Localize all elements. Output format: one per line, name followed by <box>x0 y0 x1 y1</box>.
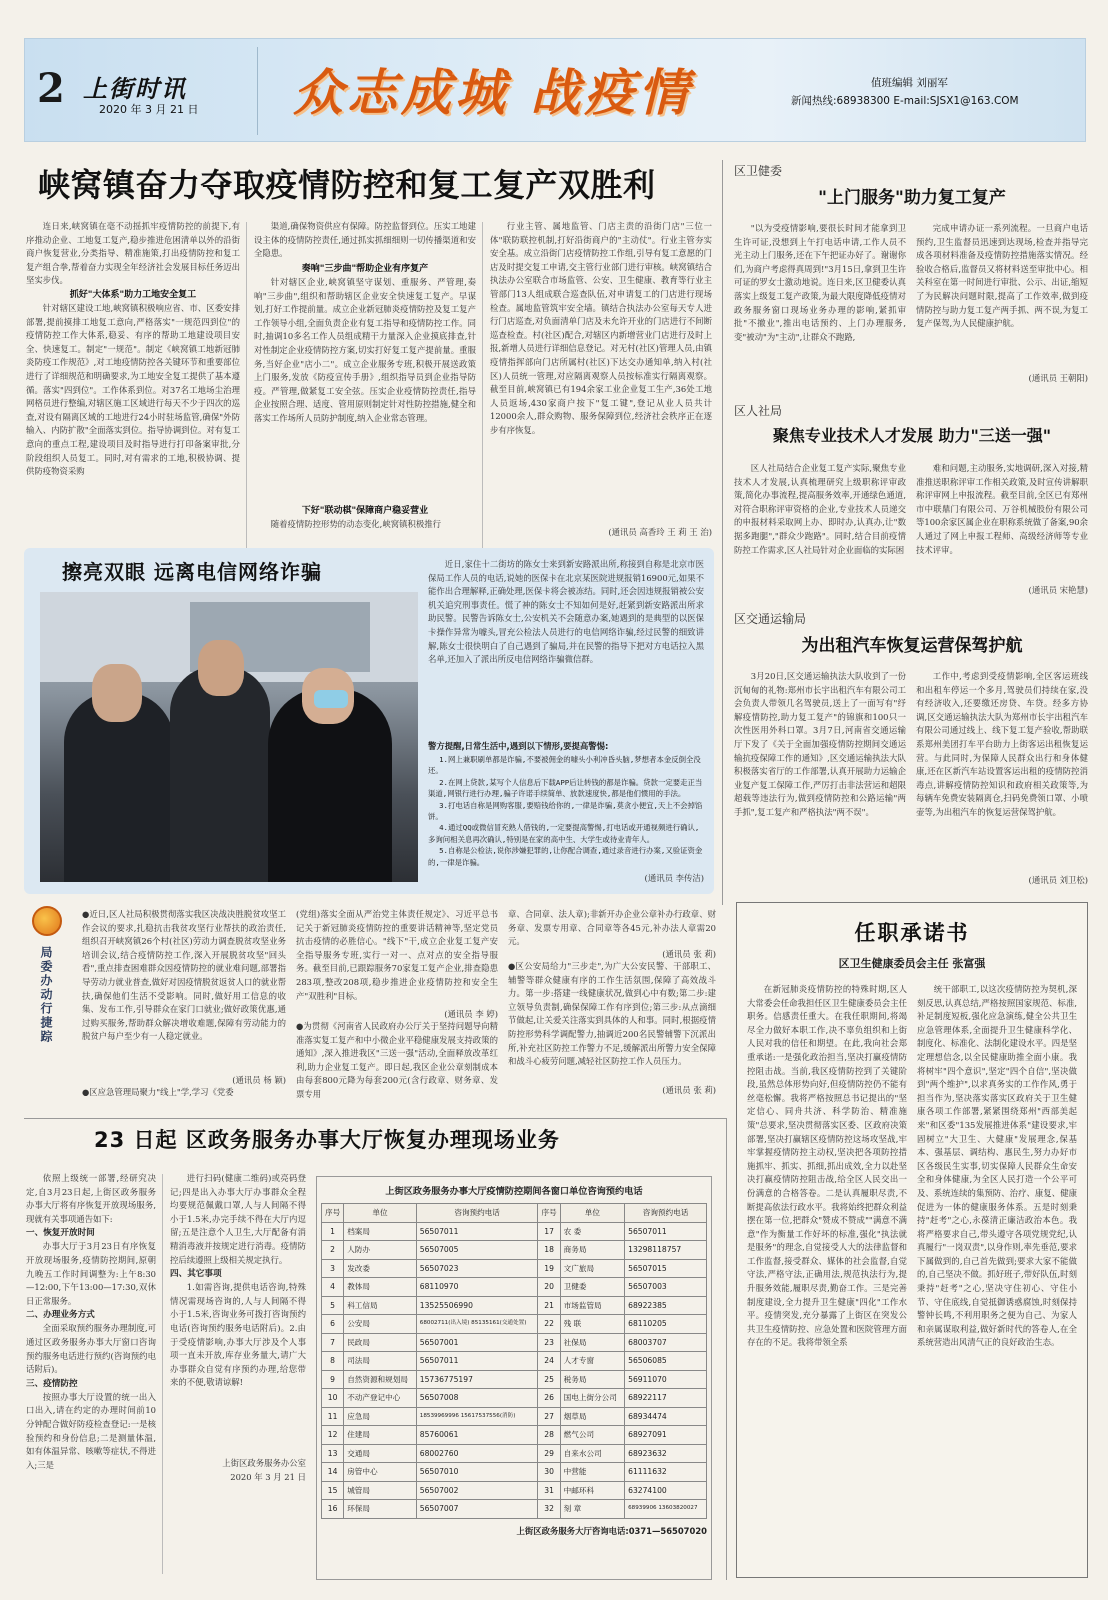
table-cell: 11 <box>322 1407 344 1426</box>
table-cell: 科工信局 <box>344 1296 417 1315</box>
bureau-section-label <box>30 906 74 1086</box>
contact-table-box <box>316 1176 712 1580</box>
health-story <box>734 162 1090 387</box>
table-cell: 30 <box>538 1463 560 1482</box>
table-cell: 19 <box>538 1259 560 1278</box>
affairs-column-1 <box>26 1172 156 1582</box>
table-cell: 8 <box>322 1352 344 1371</box>
lead-headline: 峡窝镇奋力夺取疫情防控和复工复产双胜利 <box>38 166 656 204</box>
story-text: 区人社局结合企业复工复产实际,聚焦专业技术人才发展,认真梳理研究上级职称评审政策,简化办事流程,提高服务效率,开通绿色通道,对符合职称评审资格的企业,专业技术人员递交的申报材料采取网上办、即时办,认真办,让"数据多跑腿","群众少跑路"。同时,结合目前疫情防控工作需求,区人社局针对企业面临的实际困 <box>734 463 906 555</box>
table-cell: 21 <box>538 1296 560 1315</box>
lead-text: 渠道,确保物资供应有保障。防控监督到位。压实工地建设主体的疫情防控责任,通过抓实抓细细则一切传播渠道和安全隐患。 <box>254 221 476 259</box>
table-cell: 56911070 <box>625 1370 707 1389</box>
table-cell: 68939906 13603820027 <box>625 1500 707 1519</box>
table-cell: 68934474 <box>625 1407 707 1426</box>
section-rule <box>726 1118 727 1580</box>
story-byline: (通讯员 刘卫松) <box>1028 875 1088 885</box>
table-cell: 18 <box>538 1241 560 1260</box>
table-cell: 24 <box>538 1352 560 1371</box>
table-row <box>322 1333 707 1352</box>
table-row <box>322 1481 707 1500</box>
lead-subhead: 下好"联动棋"保障商户稳妥营业 <box>301 506 429 516</box>
table-cell: 13525506990 <box>416 1296 538 1315</box>
fraud-tip: 5.自称是公检法,说你涉嫌犯罪的,让你配合调查,通过录音进行办案,又验证资金的,一律是诈骗。 <box>428 846 703 867</box>
lead-column-3 <box>490 220 712 555</box>
story-text: 3月20日,区交通运输执法大队收到了一份沉甸甸的礼物:郑州市长宇出租汽车有限公司工会负责人带领几名驾驶员,送上了一面写有"纾解疫情防控,助力复工复产"的锦旗和100只一次性医用外科口罩。3月7日,河南省交通运输厅下发了《关于全面加强疫情防控期间交通运输抗疫保障工作的通知》,区交通运输执法大队积极落实省厅的工作部署,认真开展助力运输企业复产复工保障工作,严厉打击非法营运和超限超载等违法行为,做到疫情防控和公路运输"两手抓",复工复产和严格执法"两不误"。 <box>734 671 906 817</box>
paper-name: 上街时讯 <box>83 74 187 103</box>
hr-story <box>734 402 1090 600</box>
fraud-tip: 1.网上兼职刷单都是诈骗,不要被佣金的噱头小利冲昏头脑,梦想者本金反倒全没还。 <box>428 755 701 776</box>
pledge-box <box>736 902 1088 1578</box>
table-cell: 7 <box>322 1333 344 1352</box>
fraud-byline: (通讯员 李传洁) <box>644 873 704 883</box>
table-cell: 17 <box>538 1222 560 1241</box>
lead-byline: (通讯员 高香玲 王 莉 王 治) <box>608 527 712 537</box>
affairs-column-2 <box>170 1172 306 1582</box>
table-row <box>322 1370 707 1389</box>
masthead <box>24 38 1086 142</box>
notice-text: 办事大厅于3月23日有序恢复开放现场服务,疫情防控期间,原朝九晚五工作时间调整为:上午8:30—12:00,下午13:00—17:30,双休日正常服务。 <box>26 1241 156 1306</box>
notice-text: 依照上级统一部署,经研究决定,自3月23日起,上街区政务服务办事大厅将有序恢复开放现场服务,现就有关事项通告如下: <box>26 1173 156 1224</box>
table-cell: 卫健委 <box>560 1278 624 1297</box>
table-cell: 应急局 <box>344 1407 417 1426</box>
dept-label: 区卫健委 <box>734 164 783 178</box>
table-cell: 城管局 <box>344 1481 417 1500</box>
story-byline: (通讯员 宋艳慧) <box>1028 585 1088 595</box>
table-cell: 3 <box>322 1259 344 1278</box>
fraud-tip: 2.在网上贷款,某写个人信息后下载APP后让转钱的都是诈骗。贷款一定要走正当渠道,网银行进行办理,骗子许诺手续简单、放款速度快,都是他们惯用的手法。 <box>428 777 703 799</box>
table-cell: 交通局 <box>344 1444 417 1463</box>
story-text: 工作中,考虑到受疫情影响,全区客运班线和出租车停运一个多月,驾驶员们持续在家,没有经济收入,还要缴还房贷、车贷。经多方协调,区交通运输执法大队为郑州市长宇出租汽车有限公司通过线上、线下复工复产验收,帮助联系郑州美团打车平台助力上街客运出租恢复运营。与此同时,为保障人民群众出行和身体健康,还在区新汽车站设置客运出租的疫情防控消毒点,讲解疫情防控知识和政府相关政策等,为每辆车免费安装隔离仓,扫码免费领口罩、小喷壶等,为出租汽车的恢复运营保驾护航。 <box>916 671 1088 817</box>
notice-text: 按照办事大厅设置的统一出入口出入,请在约定的办理时间前10分钟配合做好防疫检查登记:一是核验预约和身份信息;二是测量体温,如有体温异常、咳嗽等症状,不得进入;三是 <box>26 1391 156 1470</box>
table-cell: 15 <box>322 1481 344 1500</box>
table-cell: 13298118757 <box>625 1241 707 1260</box>
lead-column-1 <box>26 220 240 555</box>
table-cell: 中营能 <box>560 1463 624 1482</box>
story-text: 完成申请办证一系列流程。一旦商户电话预约,卫生监督员迅速到达现场,检查并指导完成各项材料准备及疫情防控措施落实情况。经验收合格后,监督员又将材料送至审批中心。相关科室在第一时间进行审批、公示、出证,缩短了为民解决问题时限,提高了工作效率,做到疫情防控与助力复工复产两手抓、两不误,为复工复产保驾,为人民健康护航。 <box>916 223 1088 329</box>
bureau-column-1 <box>82 908 286 1108</box>
table-row <box>322 1389 707 1408</box>
lead-text: 行业主管、属地监管、门店主责的沿街门店"三位一体"联防联控机制,打好沿街商户的"主动仗"。行业主管夯实安全基。成立沿街门店疫情防控工作组,引导有复工意愿的门店及时提交复工申请,交主管行业部门进行审核。峡窝镇结合执法办公室联合市场监管、公安、卫生健康、教育等行业主管部门13人组成联合巡查队伍,对申请复工的门店进行现场检查。属地监管筑牢安全墙。镇结合执法办公室每天专人进行门店巡查,对负面清单门店及未允许开业的门店进行不间断巡查检查。村(社区)配合,对辖区内新增营业门店进行及时上报,新增人员进行详细信息登记。对无村(社区)管理人员,由镇疫情指挥部向门店所属村(社区)下达交办通知单,纳入村(社区)人员统一管理,对应隔离观察人员按标准实行隔离观察。截至目前,峡窝镇已有194余家工业企业复工生产,36处工地人员返场,430家商户按下"复工键",登记从业人员共计12000余人,群众购物、服务保障到位,经济社会秩序正在逐步有序恢复。 <box>490 221 712 435</box>
fraud-tips-list <box>428 754 704 872</box>
brief-byline: (通讯员 杨 颖) <box>232 1075 286 1085</box>
fraud-tip: 3.打电话自称是网购客服,要赔钱给你的,一律是诈骗,莫贪小便宜,天上不会掉馅饼。 <box>428 800 703 822</box>
table-cell: 56507011 <box>416 1352 538 1371</box>
table-cell: 1 <box>322 1222 344 1241</box>
table-cell: 自然资源和规划局 <box>344 1370 417 1389</box>
notice-text: 1.如需咨询,提供电话咨询,特殊情况需现场咨询的,人与人间隔不得小于1.5米,咨询业务可拨打咨询预约电话(咨询预约服务电话附后)。2.由于受疫情影响,办事大厅涉及个人事项一直未开放,库存业务量大,请广大办事群众自觉有序预约办理,给您带来的不便,敬请谅解! <box>170 1282 306 1388</box>
flame-icon <box>32 906 62 936</box>
table-cell: 13 <box>322 1444 344 1463</box>
table-cell: 68110970 <box>416 1278 538 1297</box>
table-cell: 68002760 <box>416 1444 538 1463</box>
table-row <box>322 1407 707 1426</box>
table-cell: 56507008 <box>416 1389 538 1408</box>
story-title: "上门服务"助力复工复产 <box>818 188 1006 208</box>
table-cell: 商务局 <box>560 1241 624 1260</box>
story-title: 为出租汽车恢复运营保驾护航 <box>801 636 1023 656</box>
lead-text: 随着疫情防控形势的动态变化,峡窝镇积极推行 <box>270 519 441 529</box>
fraud-photo <box>40 592 418 882</box>
contact-table <box>321 1203 707 1519</box>
table-cell: 68110205 <box>625 1315 707 1334</box>
column-rule <box>162 1174 163 1574</box>
table-cell: 56507010 <box>416 1463 538 1482</box>
banner-title: 众志成城 战疫情 <box>293 63 693 122</box>
table-cell: 22 <box>538 1315 560 1334</box>
fraud-story-text: 近日,家住十二街坊的陈女士来到新安路派出所,称接到自称是北京市医保局工作人员的电话,说她的医保卡在北京某医院进规报销16900元,如果不能作出合理解释,正确处理,医保卡将会被冻结。同时,还会因违规报销被公安机关追究刑事责任。慌了神的陈女士不知如何是好,赶紧到新安路派出所求助民警。民警告诉陈女士,公安机关不会随意办案,她遇到的是典型的以医保卡操作异常为噱头,冒充公检法人员进行的电信网络诈骗,经过民警的细致讲解,陈女士很快明白了自己遇到了骗局,并在民警的指导下把对方电话拉入黑名单,还加入了派出所反电信网络诈骗微信群。 <box>428 559 704 665</box>
story-byline: (通讯员 王朝阳) <box>1028 373 1088 383</box>
notice-heading: 一、恢复开放时间 <box>26 1228 95 1239</box>
table-header-row <box>322 1204 707 1223</box>
table-cell: 56507002 <box>416 1481 538 1500</box>
table-row <box>322 1352 707 1371</box>
table-cell: 烟草局 <box>560 1407 624 1426</box>
table-cell: 68002711(出入境) 85135161(交通处置) <box>416 1315 538 1334</box>
pledge-title: 任职承诺书 <box>854 921 970 945</box>
bureau-label: 局委办动行捷踪 <box>39 946 53 1044</box>
table-cell: 5 <box>322 1296 344 1315</box>
pledge-author: 区卫生健康委员会主任 张富强 <box>838 957 986 970</box>
table-cell: 燃气公司 <box>560 1426 624 1445</box>
table-cell: 68922385 <box>625 1296 707 1315</box>
table-cell: 56507015 <box>625 1259 707 1278</box>
table-row <box>322 1426 707 1445</box>
table-row <box>322 1259 707 1278</box>
column-header: 单位 <box>344 1204 417 1223</box>
page-number: 2 <box>37 65 65 112</box>
news-hotline: 新闻热线:68938300 E-mail:SJSX1@163.COM <box>791 95 1019 107</box>
table-cell: 27 <box>538 1407 560 1426</box>
table-cell: 市场监管局 <box>560 1296 624 1315</box>
table-cell: 刻 章 <box>560 1500 624 1519</box>
table-footer: 上街区政务服务大厅咨询电话:0371—56507020 <box>516 1525 707 1536</box>
table-cell: 56507005 <box>416 1241 538 1260</box>
table-cell: 56507001 <box>416 1333 538 1352</box>
table-cell: 2 <box>322 1241 344 1260</box>
notice-date: 2020 年 3 月 21 日 <box>230 1471 306 1482</box>
table-cell: 文广旅局 <box>560 1259 624 1278</box>
table-cell: 68923632 <box>625 1444 707 1463</box>
dept-label: 区交通运输局 <box>734 612 807 626</box>
brief-text: (党组)落实全面从严治党主体责任规定》、习近平总书记关于新冠肺炎疫情防控的重要讲话精神等,坚定党员抗击疫情的必胜信心。"线下"干,成立企业复工复产安全指导服务专班,实行一对一、点对点的安全指导服务。截至目前,已跟踪服务70家复工复产企业,排查隐患283项,整改208项,稳步推进企业疫情防控和安全生产"双胜利"目标。 <box>296 909 498 1001</box>
fraud-tips-heading: 警方提醒,日常生活中,遇到以下情形,要提高警惕: <box>428 741 609 751</box>
table-title: 上街区政务服务办事大厅疫情防控期间各窗口单位咨询预约电话 <box>385 1186 643 1197</box>
table-cell: 16 <box>322 1500 344 1519</box>
fraud-tip: 4.通过QQ或微信冒充熟人借钱的,一定要提高警惕,打电话或开通视频进行确认,多询问相关息再次确认,特别是在家的高中生、大学生或待业青年人。 <box>428 823 700 844</box>
pledge-text: 在新冠肺炎疫情防控的特殊时期,区人大常委会任命我担任区卫生健康委员会主任职务。信感责任重大。在我任职期间,将竭尽全力做好本职工作,决不辜负组织和上街人民对我的信任和期望。在此,我向社会郑重承诺:一是强化政治担当,坚决打赢疫情防控阻击战。当前,我区疫情防控到了关键阶段,虽然总体形势向好,但疫情防控仍不能有丝毫松懈。我将严格按照总书记提出的"坚定信心、同舟共济、科学防治、精准施策"总要求,坚决贯彻落实区委、区政府决策部署,坚决打赢辖区疫情防控这场攻坚战,牢牢掌握疫情防控主动权,坚决把各项防控措施抓牢、抓实、抓细,抓出成效,全力以赴坚决打赢疫情防控阻击战,给全区人民交出一份满意的合格答卷。二是认真履职尽责,不断提高依法行政水平。我将始终把群众利益摆在第一位,把群众"赞成不赞成""满意不满意"作为衡量工作好坏的标准,强化"执法就是服务"的理念,自觉接受人大的法律监督和工作监督,接受群众、媒体的社会监督,自觉守法,严格守法,正确用法,规范执法行为,提升服务效能,履职尽责,勤奋工作。三是完善制度建设,全力提升卫生健康"四化"工作水平。疫情突发,充分暴露了上街区在突发公共卫生疫情防控、应急处置和医院管理方面存在的不足。我将带领全系 <box>747 984 907 1348</box>
brief-byline: (通讯员 李 婷) <box>444 1009 498 1019</box>
lead-text: 连日来,峡窝镇在毫不动摇抓牢疫情防控的前提下,有序推动企业、工地复工复产,稳步推进危困清单以外的沿街商户恢复营业,分类指导、精准施策,打出疫情防控和复工复产组合拳,帮着奋力实现全年经济社会发展目标任务迈出坚实步伐。 <box>26 221 240 286</box>
table-cell: 发改委 <box>344 1259 417 1278</box>
table-cell: 15736775197 <box>416 1370 538 1389</box>
affairs-headline: 23 日起 区政务服务办事大厅恢复办理现场业务 <box>94 1128 560 1152</box>
table-cell: 20 <box>538 1278 560 1297</box>
lead-text: 针对辖区建设工地,峡窝镇积极响应省、市、区委安排部署,提前摸排工地复工意向,严格落实"一规范四到位"的疫情防控工作大体系,稳妥、有序的帮助工地建设项目安全、快速复工。制定"一规范"。制定《峡窝镇工地新冠肺炎防疫工作规范》,对工地疫情防控各关键环节和重要部位进行了详细规范和明确要求,为工地安全复工提供了基本遵循。落实"四到位"。工作体系到位。对37名工地场尘治理网格员进行整编,对辖区施工区域进行每天不少于四次的巡查,对设有隔离区域的工地进行24小时驻场监管,确保"外防输入、内防扩散"全面落实到位。指导协调到位。对有复工意向的重点工程,建设项目及时指导进行打印备案审批,分阶段组织人员复工。同时,对有需求的工地,积极协调、提供防疫物资采购 <box>26 302 240 477</box>
table-cell: 68927091 <box>625 1426 707 1445</box>
table-cell: 68922117 <box>625 1389 707 1408</box>
anti-fraud-box <box>24 548 714 894</box>
table-cell: 31 <box>538 1481 560 1500</box>
table-cell: 中邮环科 <box>560 1481 624 1500</box>
column-header: 序号 <box>322 1204 344 1223</box>
table-cell: 司法局 <box>344 1352 417 1371</box>
table-cell: 56506085 <box>625 1352 707 1371</box>
bureau-column-3 <box>508 908 716 1108</box>
table-cell: 教体局 <box>344 1278 417 1297</box>
table-cell: 民政局 <box>344 1333 417 1352</box>
table-row <box>322 1296 707 1315</box>
brief-text: ●为贯彻《河南省人民政府办公厅关于坚持问题导向精准落实复工复产和中小微企业平稳健康发展支持政策的通知》,深入推进我区"三送一强"活动,全面释放改革红利,助力企业复工复产。即日起,我区企业公章刻制成本由每套800元降为每套200元(含行政章、财务章、发票专用 <box>296 1021 498 1099</box>
notice-text: 进行扫码(健康二维码)或亮码登记;四是出入办事大厅办事群众全程均要规范佩戴口罩,人与人间隔不得小于1.5米,办完手续不得在大厅内逗留;五是注意个人卫生,大厅配备有消精消毒液并按规定进行消毒。疫情防控后续遵照上级相关规定执行。 <box>170 1173 306 1265</box>
table-cell: 56507003 <box>625 1278 707 1297</box>
column-header: 序号 <box>538 1204 560 1223</box>
brief-byline: (通讯员 张 莉) <box>662 1085 716 1095</box>
table-cell: 56507007 <box>416 1500 538 1519</box>
table-cell: 自来水公司 <box>560 1444 624 1463</box>
table-cell: 61111632 <box>625 1463 707 1482</box>
table-cell: 23 <box>538 1333 560 1352</box>
table-cell: 56507023 <box>416 1259 538 1278</box>
table-cell: 公安局 <box>344 1315 417 1334</box>
notice-signoff: 上街区政务服务办公室 <box>222 1458 306 1469</box>
story-text: 难和问题,主动服务,实地调研,深入对接,精准推送职称评审工作相关政策,及时宣传讲解职称评审网上申报流程。截至目前,全区已有郑州市中联鼎门有限公司、万谷机械股份有限公司等100余家区属企业在职称系统做了备案,90余人通过了网上申报工程师、高级经济师等专业技术评审。 <box>916 463 1088 555</box>
story-title: 聚焦专业技术人才发展 助力"三送一强" <box>772 426 1052 445</box>
table-cell: 环保局 <box>344 1500 417 1519</box>
table-row <box>322 1463 707 1482</box>
table-cell: 税务局 <box>560 1370 624 1389</box>
table-cell: 56507011 <box>625 1222 707 1241</box>
brief-text: ●近日,区人社局积极贯彻落实我区决战决胜脱贫攻坚工作会议的要求,扎稳抗击我贫攻坚行业帮扶的政治责任,组织召开峡窝镇26个村(社区)劳动力调查脱贫攻坚业务培训会议,结合疫情防控工作,深入开展脱贫攻坚"回头看",重点排查困难群众因疫情防控的就业难问题,部署指导劳动力就业普查,做好对因疫情脱贫返贫人口的就业帮扶,确保他们生活不受影响。同时,做好用工信息的收集、发布工作,引导群众在家门口就业;做好政策优惠,通过购买服务,帮助群众解决增收难题,保障有劳动能力的脱贫户每户至少有一人稳定就业。 <box>82 909 286 1042</box>
table-cell: 档案局 <box>344 1222 417 1241</box>
pledge-text: 统干部职工,以这次疫情防控为契机,深刻反思,认真总结,严格按照国家规范、标准,补足制度短板,强化应急演练,健全公共卫生应急管理体系,全面提升卫生健康科学化、制度化、标准化、法制化建设水平。四是坚定理想信念,以全民健康助推全面小康。我将树牢"四个意识",坚定"四个自信",坚决做到"两个维护",以求真务实的工作作风,勇于担当作为,坚决落实落实区政府关于卫生健康各项工作部署,紧紧围绕郑州"西部美起来"和区委"135发展推进体系"建设要求,牢固树立"大卫生、大健康"发展理念,保基本、强基层、调结构、惠民生,努力办好市区各级民生实事,切实保障人民群众生命安全和身体健康,为全区人民打造一个公平可及、系统连续的集预防、治疗、康复、健康促进为一体的健康服务体系。五是时刻秉持"赶考"之心,永葆清正廉洁政治本色。我将严格要求自己,带头遵守各项党规党纪,认真履行"一岗双责",以身作则,率先垂范,要求下属做到的,自己首先做到;要求大家不能做的,自己坚决不做。抓好班子,带好队伍,时刻秉持"赶考"之心,坚决守住初心、守住小节、守住底线,自觉抵御诱惑腐蚀,时刻保持警钟长鸣,不利用职务之便为自己、为家人和亲属谋取利益,做好新时代的答卷人,在全系统营造出风清气正的良好政治生态。 <box>917 984 1077 1348</box>
column-header: 单位 <box>560 1204 624 1223</box>
editor-on-duty: 值班编辑 刘丽军 <box>871 77 948 89</box>
table-cell: 残 联 <box>560 1315 624 1334</box>
table-row <box>322 1500 707 1519</box>
table-cell: 国电上街分公司 <box>560 1389 624 1408</box>
table-cell: 12 <box>322 1426 344 1445</box>
lead-text: 针对辖区企业,峡窝镇坚守谋划、重服务、严管理,奏响"三步曲",组织和帮助辖区企业安全快速复工复产。早谋划,打好工作提前量。成立企业新冠肺炎疫情防控及复工复产工作领导小组,全面负责企业有复工指导和疫情防控工作。同时,抽调10多名工作人员组成精干力量深入企业摸底排查,针对性制定企业疫情防控方案,切实打好复工复产提前量。重服务,当好企业"店小二"。成立企业服务专班,积极开展送政策上门服务,发放《防疫宣传手册》,组织指导员到企业指导防疫。严管理,做紧复工安全弦。压实企业疫情防控责任,指导企业按照合理、适度、管用原则制定针对性防控措施,健全和落实工作场所人员防护制度,纳入企业常态管理。 <box>254 277 476 423</box>
table-cell: 人才专窗 <box>560 1352 624 1371</box>
notice-heading: 四、其它事项 <box>170 1269 222 1280</box>
dept-label: 区人社局 <box>734 404 783 418</box>
table-row <box>322 1444 707 1463</box>
brief-text: ●区公安局给力"三步走",为广大公安民警、干部职工、辅警等群众健康有序的工作生活氛围,保障了高效战斗力。第一步:搭建一线健康状况,做到心中有数;第二步:建立领导负责制,确保保障工作有序到位;第三步:从点滴细节做起,让关爱关注落实到具体的人和事。同时,根据疫情防控形势科学调配警力,抽调近200名民警辅警下沉派出所,补充社区防控工作警力不足,缓解派出所警力安全保障和战斗心疲劳问题,减轻社区防控工作人员压力。 <box>508 961 716 1067</box>
table-cell: 4 <box>322 1278 344 1297</box>
table-cell: 85760061 <box>416 1426 538 1445</box>
column-header: 咨询预约电话 <box>416 1204 538 1223</box>
section-rule <box>722 160 723 905</box>
table-row <box>322 1278 707 1297</box>
notice-text: 全面采取预约服务办理制度,可通过区政务服务办事大厅窗口咨询预约服务电话进行预约(咨询预约电话附后)。 <box>26 1323 156 1375</box>
transport-story <box>734 610 1090 888</box>
column-rule <box>246 222 247 552</box>
table-cell: 人防办 <box>344 1241 417 1260</box>
table-cell: 68003707 <box>625 1333 707 1352</box>
table-cell: 房管中心 <box>344 1463 417 1482</box>
table-row <box>322 1315 707 1334</box>
table-cell: 25 <box>538 1370 560 1389</box>
table-cell: 10 <box>322 1389 344 1408</box>
column-rule <box>482 222 483 552</box>
table-cell: 32 <box>538 1500 560 1519</box>
notice-heading: 三、疫情防控 <box>26 1378 78 1389</box>
table-cell: 28 <box>538 1426 560 1445</box>
lead-column-2 <box>254 220 476 555</box>
section-rule <box>24 1118 726 1119</box>
column-header: 咨询预约电话 <box>625 1204 707 1223</box>
table-cell: 56507011 <box>416 1222 538 1241</box>
masthead-divider <box>257 47 258 135</box>
table-row <box>322 1222 707 1241</box>
fraud-title: 擦亮双眼 远离电信网络诈骗 <box>62 560 322 584</box>
masthead-date: 2020 年 3 月 21 日 <box>99 103 199 116</box>
table-cell: 社保局 <box>560 1333 624 1352</box>
table-cell: 29 <box>538 1444 560 1463</box>
lead-subhead: 抓好"大体系"助力工地安全复工 <box>69 289 197 300</box>
table-cell: 26 <box>538 1389 560 1408</box>
table-cell: 6 <box>322 1315 344 1334</box>
lead-subhead: 奏响"三步曲"帮助企业有序复产 <box>301 264 429 274</box>
table-cell: 住建局 <box>344 1426 417 1445</box>
table-cell: 农 委 <box>560 1222 624 1241</box>
brief-text: 章、合同章、法人章);非新开办企业公章补办行政章、财务章、发票专用章、合同章等各45元,补办法人章需20元。 <box>508 909 716 947</box>
table-cell: 9 <box>322 1370 344 1389</box>
table-cell: 63274100 <box>625 1481 707 1500</box>
story-text: "以为受疫情影响,要很长时间才能拿到卫生许可证,没想到上午打电话申请,工作人员不光主动上门服务,还在下午把证办好了。谢谢你们,为商户考虑得真周到!"3月15日,拿到卫生许可证的罗女士激动地说。连日来,区卫健委认真落实上级复工复产政策,为最大限度降低疫情对政务服务窗口现场业务办理的影响,紧抓审批"不撤业",推出电话预约、上门办理服务,变"被动"为"主动",让群众不跑路, <box>734 223 906 342</box>
notice-heading: 二、办理业务方式 <box>26 1310 95 1321</box>
table-row <box>322 1241 707 1260</box>
brief-text: ●区应急管理局聚力"线上"学,学习《党委 <box>82 1087 234 1097</box>
table-cell: 不动产登记中心 <box>344 1389 417 1408</box>
table-cell: 18539969996 15617537556(消防) <box>416 1407 538 1426</box>
brief-byline: (通讯员 张 莉) <box>662 949 716 959</box>
bureau-column-2 <box>296 908 498 1108</box>
table-cell: 14 <box>322 1463 344 1482</box>
